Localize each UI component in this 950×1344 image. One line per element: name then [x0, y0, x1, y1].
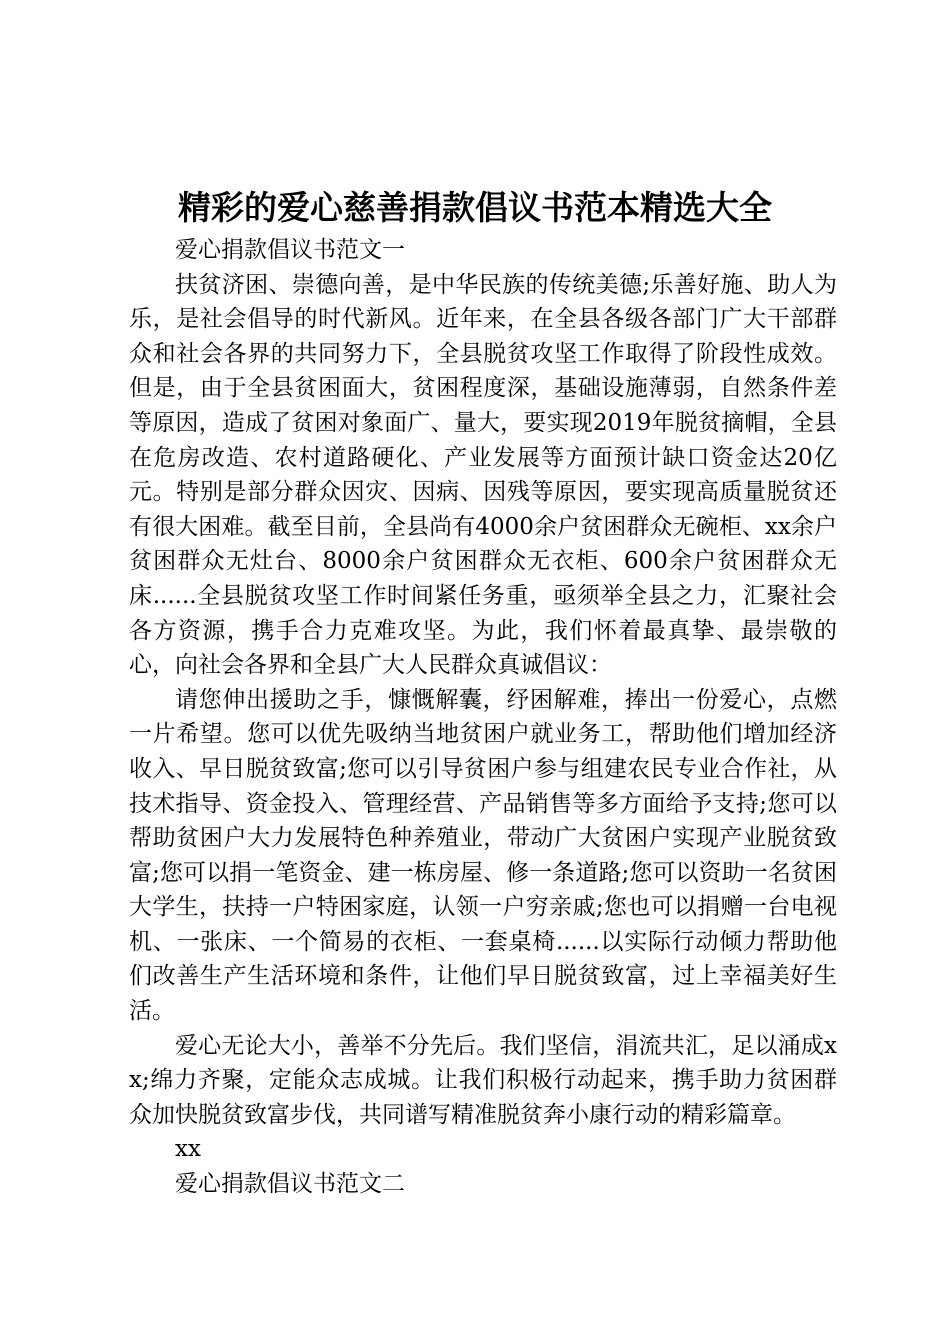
document-body: [129, 233, 837, 1202]
signature: xx: [175, 1136, 201, 1163]
paragraph-1: 扶贫济困、崇德向善，是中华民族的传统美德;乐善好施、助人为乐，是社会倡导的时代新风。近年来，在全县各级各部门广大干部群众和社会各界的共同努力下，全县脱贫攻坚工作取得了阶段性成效。但是，由于全县贫困面大，贫困程度深，基础设施薄弱，自然条件差等原因，造成了贫困对象面广、量大，要实现2019年脱贫摘帽，全县在危房改造、农村道路硬化、产业发展等方面预计缺口资金达20亿元。特别是部分群众因灾、因病、因残等原因，要实现高质量脱贫还有很大困难。截至目前，全县尚有4000余户贫困群众无碗柜、xx余户贫困群众无灶台、8000余户贫困群众无衣柜、600余户贫困群众无床......全县脱贫攻坚工作时间紧任务重，亟须举全县之力，汇聚社会各方资源，携手合力克难攻坚。为此，我们怀着最真挚、最崇敬的心，向社会各界和全县广大人民群众真诚倡议：: [129, 271, 837, 679]
paragraph-3: 爱心无论大小，善举不分先后。我们坚信，涓流共汇，足以涌成xx;绵力齐聚，定能众志成城。让我们积极行动起来，携手助力贫困群众加快脱贫致富步伐，共同谱写精准脱贫奔小康行动的精彩篇章。: [129, 1032, 837, 1128]
document-title: 精彩的爱心慈善捐款倡议书范本精选大全: [178, 188, 772, 227]
section-heading-1: 爱心捐款倡议书范文一: [175, 237, 405, 263]
paragraph-2: 请您伸出援助之手，慷慨解囊，纾困解难，捧出一份爱心，点燃一片希望。您可以优先吸纳当地贫困户就业务工，帮助他们增加经济收入、早日脱贫致富;您可以引导贫困户参与组建农民专业合作社，从技术指导、资金投入、管理经营、产品销售等多方面给予支持;您可以帮助贫困户大力发展特色种养殖业，带动广大贫困户实现产业脱贫致富;您可以捐一笔资金、建一栋房屋、修一条道路;您可以资助一名贫困大学生，扶持一户特困家庭，认领一户穷亲戚;您也可以捐赠一台电视机、一张床、一个简易的衣柜、一套桌椅......以实际行动倾力帮助他们改善生产生活环境和条件，让他们早日脱贫致富，过上幸福美好生活。: [129, 686, 837, 1025]
section-heading-2: 爱心捐款倡议书范文二: [175, 1171, 405, 1198]
